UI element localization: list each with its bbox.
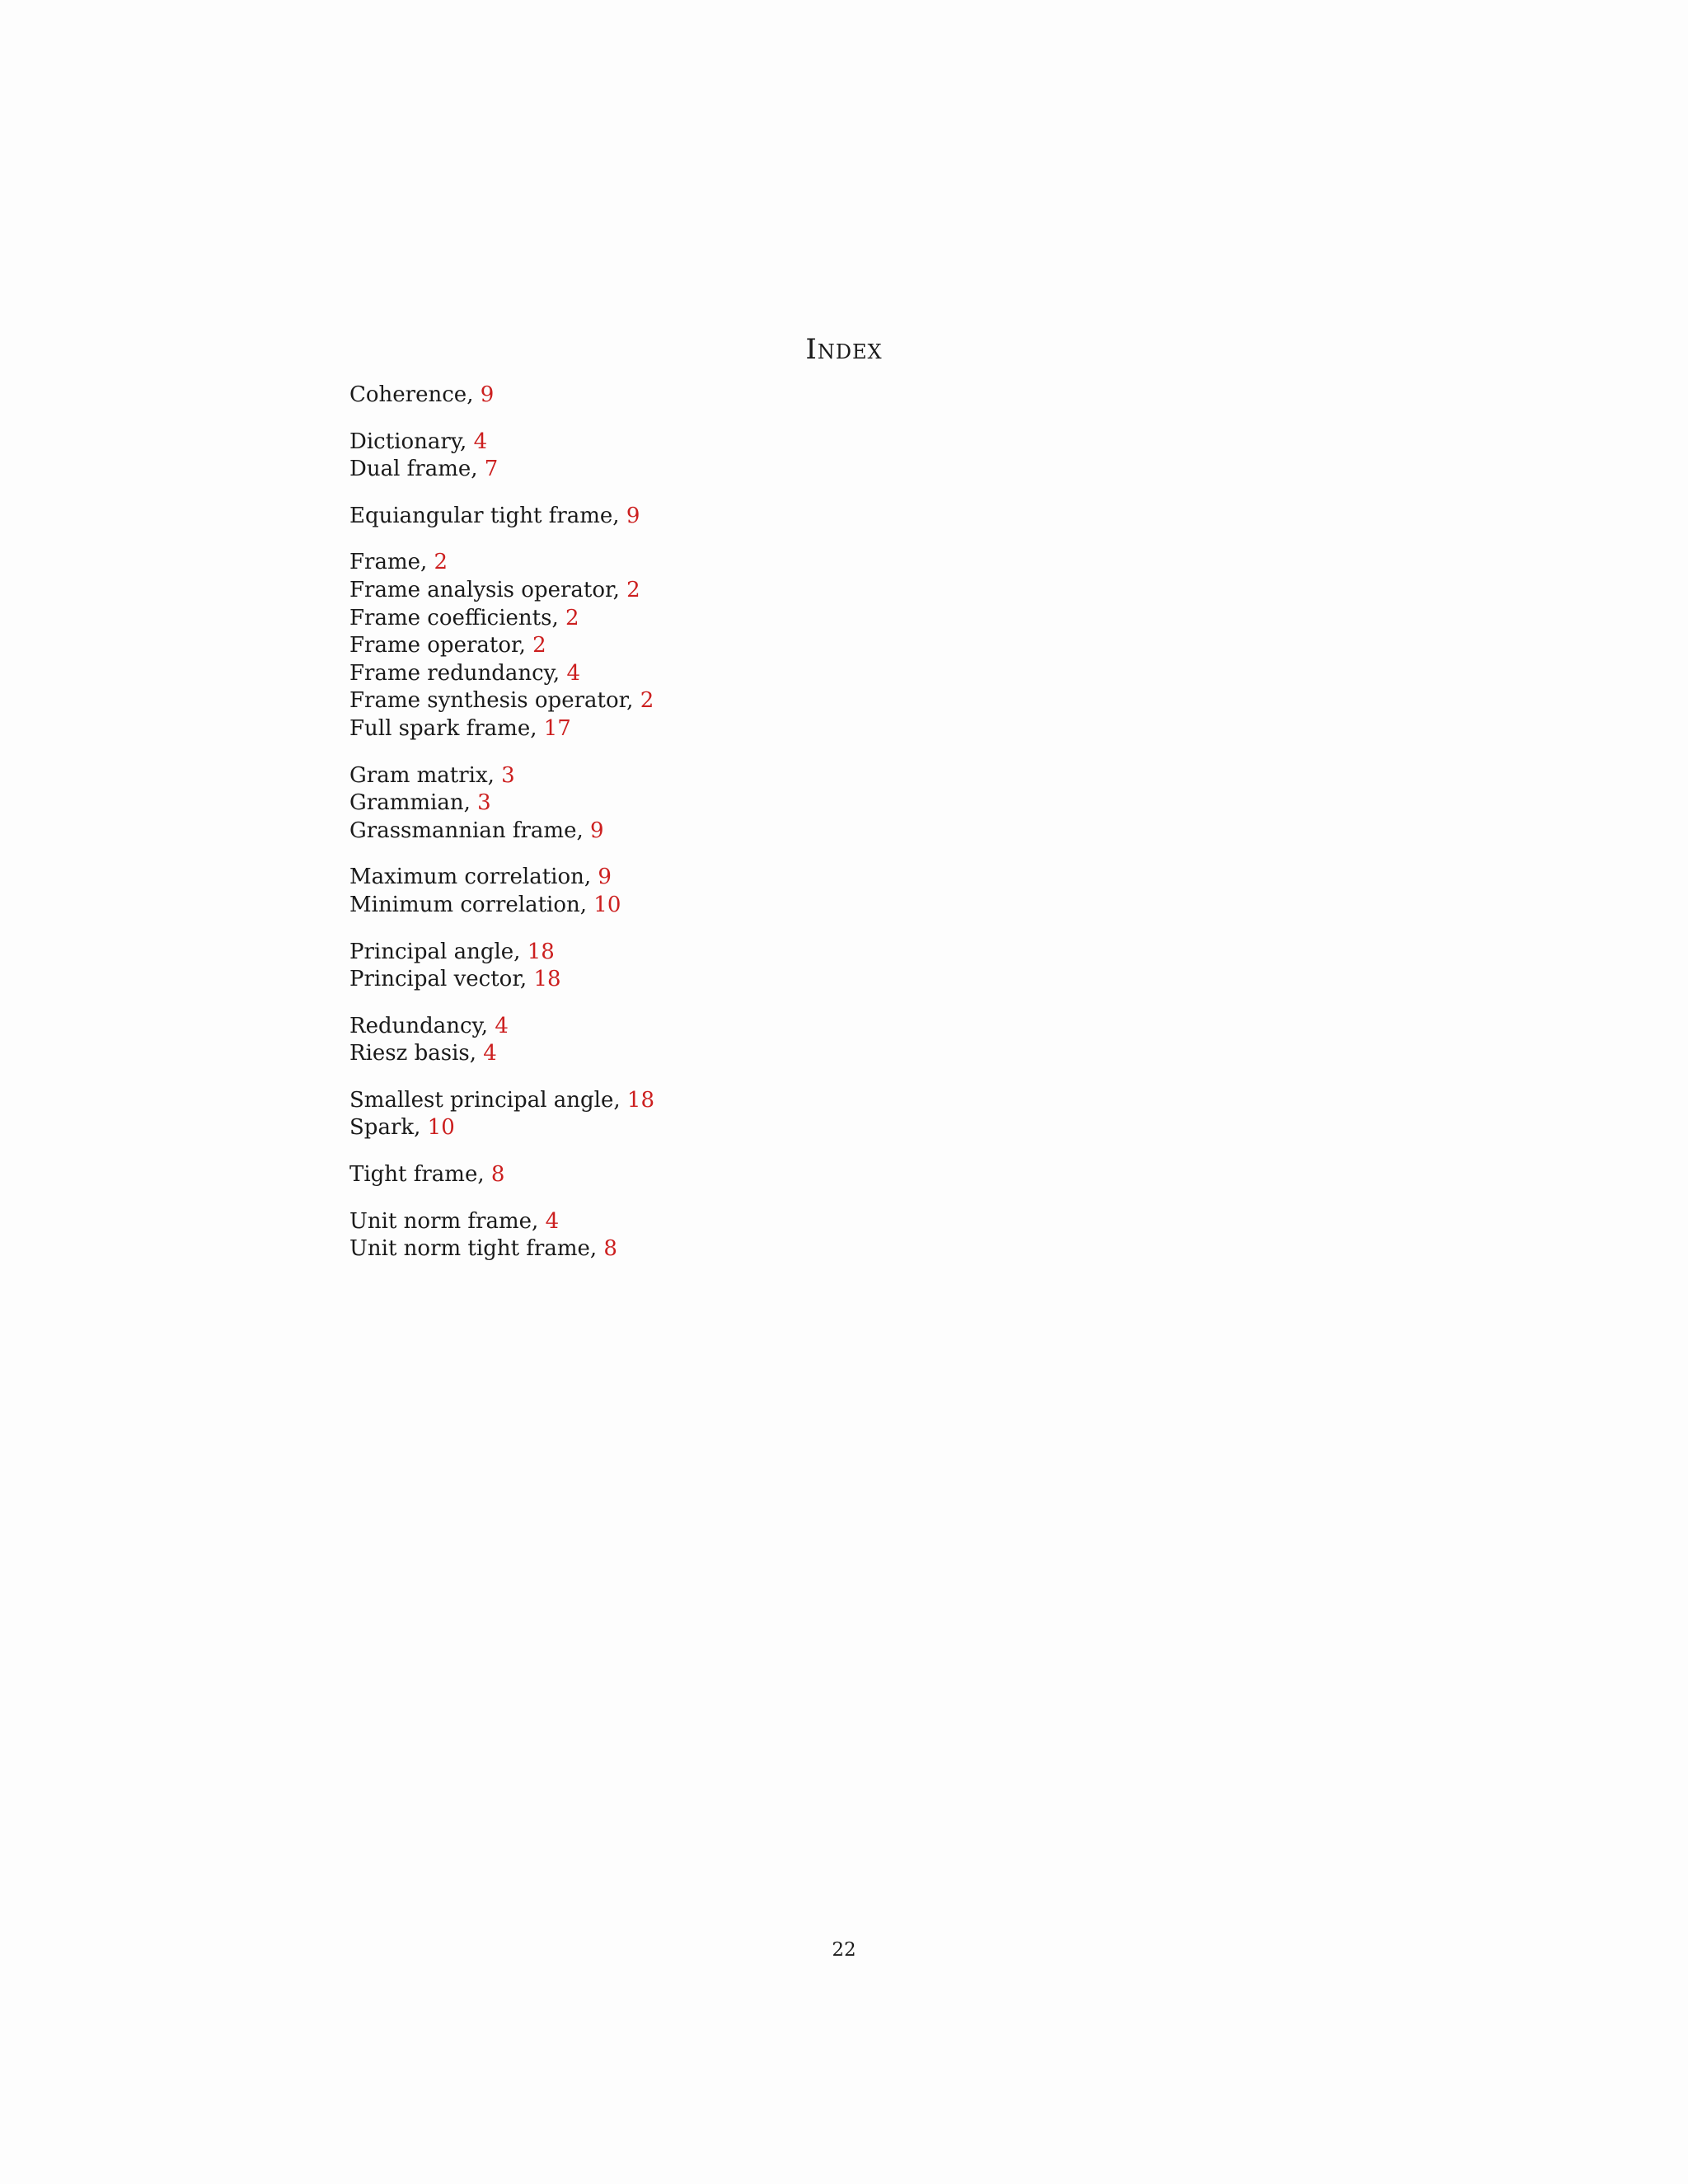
page-ref-link[interactable]: 3 [501,762,515,788]
page-ref-link[interactable]: 2 [626,577,640,602]
index-entry [349,1040,1091,1068]
page-ref-link[interactable]: 9 [598,865,612,890]
page-ref-link[interactable]: 4 [545,1208,560,1234]
index-term: Unit norm frame, [349,1208,546,1234]
page-ref-link[interactable]: 4 [473,429,488,454]
index-term: Frame synthesis operator, [349,688,640,714]
index-group [349,762,1091,846]
page-ref-link[interactable]: 4 [495,1013,509,1038]
page-ref-link[interactable]: 3 [477,790,491,816]
index-entry [349,503,1091,531]
page-number: 22 [832,1939,856,1961]
page-ref-link[interactable]: 8 [603,1236,617,1262]
index-group [349,1161,1091,1189]
index-entry [349,1013,1091,1041]
index-term: Principal vector, [349,967,534,992]
page-ref-link[interactable]: 2 [434,550,448,575]
page-ref-link[interactable]: 18 [626,1087,654,1113]
page-ref-link[interactable]: 18 [527,939,555,964]
index-entry [349,1208,1091,1236]
page-ref-link[interactable]: 8 [490,1162,505,1188]
index-group [349,549,1091,743]
index-group [349,429,1091,484]
index-term: Maximum correlation, [349,865,598,890]
page-title: Index [805,333,883,366]
index-entry [349,605,1091,633]
index-term: Frame, [349,550,434,575]
page-ref-link[interactable]: 9 [626,503,640,528]
index-entry [349,715,1091,743]
index-term: Tight frame, [349,1162,491,1188]
index-term: Unit norm tight frame, [349,1236,604,1262]
page-ref-link[interactable]: 7 [484,457,499,482]
index-term: Spark, [349,1115,428,1141]
index-group [349,939,1091,994]
index-term: Grammian, [349,790,478,816]
index-term: Frame operator, [349,633,533,658]
page-ref-link[interactable]: 2 [640,688,654,714]
page-ref-link[interactable]: 10 [427,1115,455,1141]
index-entry [349,892,1091,920]
index-entry [349,660,1091,688]
index-term: Smallest principal angle, [349,1087,627,1113]
index-entry [349,456,1091,484]
index-entry [349,382,1091,410]
index-entry [349,1235,1091,1263]
index-entry [349,1087,1091,1115]
index-entry [349,632,1091,660]
index-group [349,1013,1091,1068]
index-entry [349,790,1091,818]
index-entry [349,1161,1091,1189]
index-term: Redundancy, [349,1013,495,1038]
index-group [349,1208,1091,1263]
page-ref-link[interactable]: 9 [589,818,604,843]
index-term: Gram matrix, [349,762,502,788]
index-term: Coherence, [349,382,481,407]
page-ref-link[interactable]: 9 [480,382,495,407]
index-entry [349,939,1091,967]
page-ref-link[interactable]: 4 [566,660,580,686]
index-term: Full spark frame, [349,715,544,741]
index-entry [349,762,1091,790]
index-entry [349,577,1091,605]
index-entry [349,864,1091,892]
index-entry [349,1114,1091,1142]
index-term: Principal angle, [349,939,528,964]
index-term: Dual frame, [349,457,485,482]
index-term: Grassmannian frame, [349,818,590,843]
page-ref-link[interactable]: 17 [543,715,571,741]
page-ref-link[interactable]: 10 [593,892,621,917]
page-ref-link[interactable]: 4 [483,1041,497,1066]
index-term: Frame coefficients, [349,605,565,630]
index-group [349,503,1091,531]
index-term: Dictionary, [349,429,474,454]
index-group [349,382,1091,410]
page-ref-link[interactable]: 18 [533,967,561,992]
index-term: Riesz basis, [349,1041,484,1066]
index-entry [349,687,1091,715]
index-term: Frame redundancy, [349,660,567,686]
index-group [349,1087,1091,1142]
index-entry [349,429,1091,457]
index-term: Minimum correlation, [349,892,594,917]
index-term: Frame analysis operator, [349,577,627,602]
index-group [349,864,1091,919]
index-term: Equiangular tight frame, [349,503,626,528]
index-entry [349,818,1091,846]
index-entry [349,549,1091,577]
index-entry [349,966,1091,994]
index-list [349,382,1091,1282]
page-ref-link[interactable]: 2 [532,633,546,658]
page-ref-link[interactable]: 2 [565,605,579,630]
